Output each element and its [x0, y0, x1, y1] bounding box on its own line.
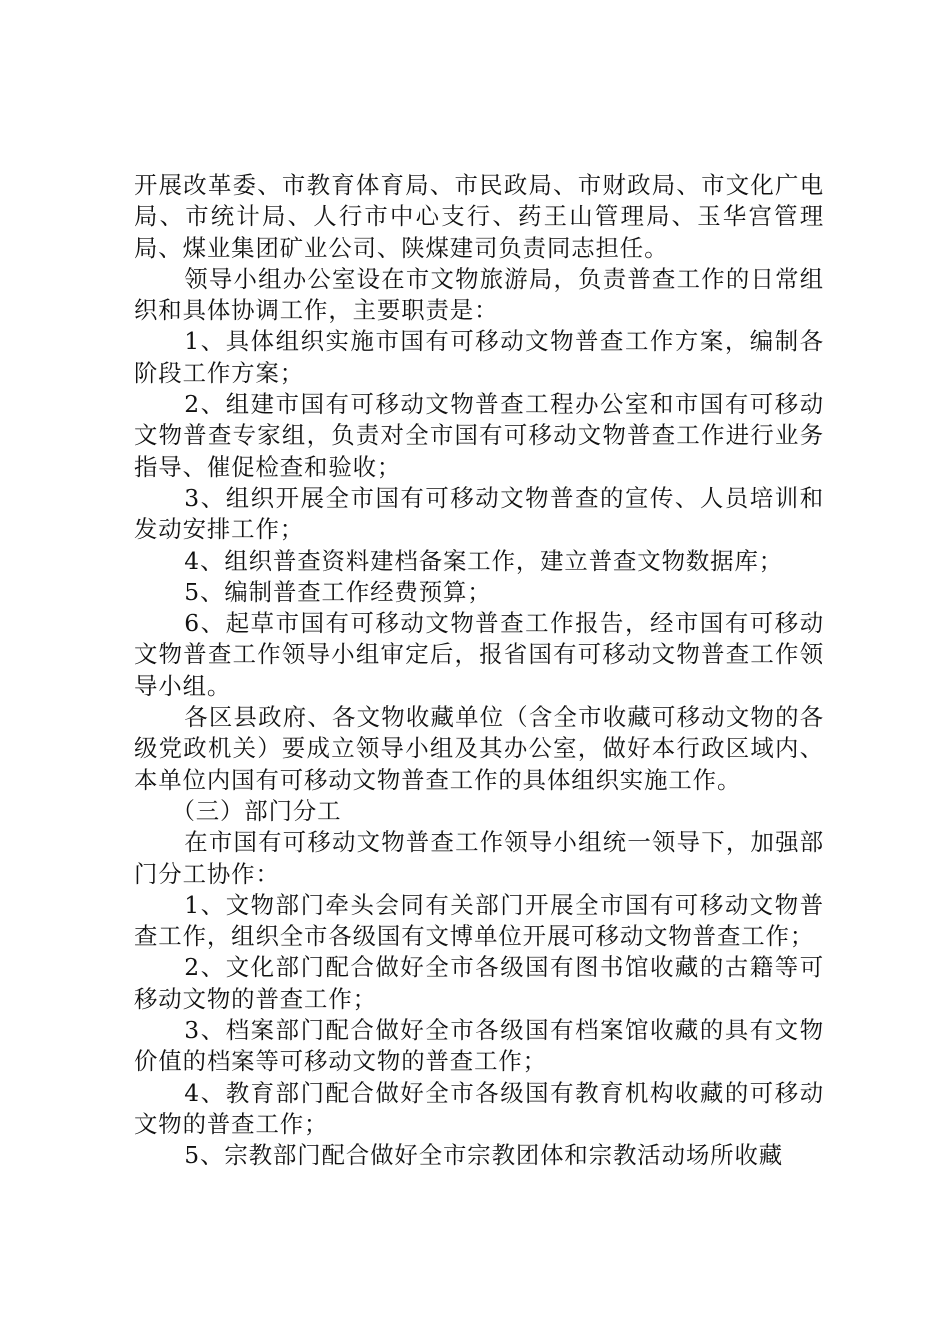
division-item-2: 2、文化部门配合做好全市各级国有图书馆收藏的古籍等可移动文物的普查工作；	[134, 953, 824, 1013]
duty-item-6: 6、起草市国有可移动文物普查工作报告，经市国有可移动文物普查工作领导小组审定后，报省国有可移动文物普查工作领导小组。	[134, 609, 824, 700]
duty-item-5: 5、编制普查工作经费预算；	[184, 577, 492, 606]
duty-item-2: 2、组建市国有可移动文物普查工程办公室和市国有可移动文物普查专家组，负责对全市国有可移动文物普查工作进行业务指导、催促检查和验收；	[134, 390, 824, 481]
paragraph-office-duties: 领导小组办公室设在市文物旅游局，负责普查工作的日常组织和具体协调工作，主要职责是：	[134, 264, 824, 325]
paragraph-district-groups: 各区县政府、各文物收藏单位（含全市收藏可移动文物的各级党政机关）要成立领导小组及其办公室，做好本行政区域内、本单位内国有可移动文物普查工作的具体组织实施工作。	[134, 703, 824, 794]
duty-item-3: 3、组织开展全市国有可移动文物普查的宣传、人员培训和发动安排工作；	[134, 483, 824, 544]
paragraph-division-intro: 在市国有可移动文物普查工作领导小组统一领导下，加强部门分工协作：	[134, 828, 824, 888]
division-item-3: 3、档案部门配合做好全市各级国有档案馆收藏的具有文物价值的档案等可移动文物的普查工作；	[134, 1016, 824, 1076]
paragraph-continuation: 开展改革委、市教育体育局、市民政局、市财政局、市文化广电局、市统计局、人行市中心支行、药王山管理局、玉华宫管理局、煤业集团矿业公司、陕煤建司负责同志担任。	[134, 171, 824, 262]
division-item-5: 5、宗教部门配合做好全市宗教团体和宗教活动场所收藏	[184, 1141, 784, 1170]
division-item-1: 1、文物部门牵头会同有关部门开展全市国有可移动文物普查工作，组织全市各级国有文博单位开展可移动文物普查工作；	[134, 890, 824, 951]
duty-item-1: 1、具体组织实施市国有可移动文物普查工作方案，编制各阶段工作方案；	[134, 327, 824, 387]
section-heading-division: （三）部门分工	[171, 796, 342, 825]
division-item-4: 4、教育部门配合做好全市各级国有教育机构收藏的可移动文物的普查工作；	[134, 1078, 824, 1138]
duty-item-4: 4、组织普查资料建档备案工作，建立普查文物数据库；	[184, 546, 784, 575]
document-body	[134, 170, 824, 1172]
